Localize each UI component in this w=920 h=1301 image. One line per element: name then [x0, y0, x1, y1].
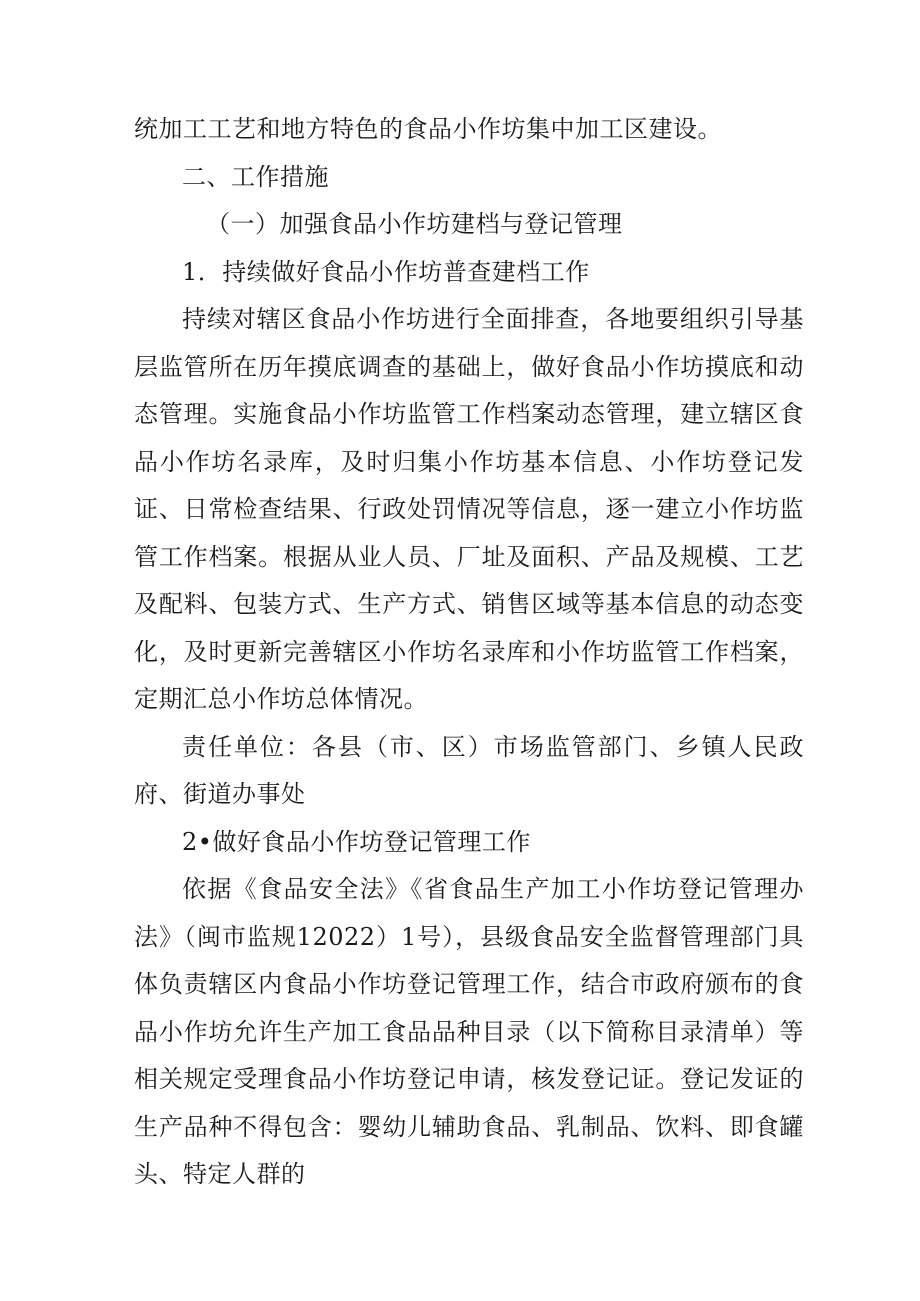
paragraph-continuation: 统加工工艺和地方特色的食品小作坊集中加工区建设。 — [134, 115, 722, 143]
section-heading: 二、工作措施 — [182, 162, 329, 191]
body-paragraph: 依据《食品安全法》《省食品生产加工小作坊登记管理办法》（闽市监规12022）1号），县级食品安全监督管理部门具体负责辖区内食品小作坊登记管理工作，结合市政府颁布的食品小作坊允许生产加工食品品种目录（以下简称目录清单）等相关规定受理食品小作坊登记申请，核发登记证。登记发证的生产品种不得包含：婴幼儿辅助食品、乳制品、饮料、即食罐头、特定人群的 — [134, 875, 804, 1188]
subsection-heading: （一）加强食品小作坊建档与登记管理 — [206, 210, 623, 238]
responsibility-paragraph: 责任单位：各县（市、区）市场监管部门、乡镇人民政府、街道办事处 — [134, 732, 804, 808]
item-heading: 2•做好食品小作坊登记管理工作 — [182, 827, 531, 856]
document-body — [134, 106, 804, 1199]
item-heading: 1．持续做好食品小作坊普查建档工作 — [182, 257, 590, 286]
body-paragraph: 持续对辖区食品小作坊进行全面排查，各地要组织引导基层监管所在历年摸底调查的基础上，做好食品小作坊摸底和动态管理。实施食品小作坊监管工作档案动态管理，建立辖区食品小作坊名录库，及时归集小作坊基本信息、小作坊登记发证、日常检查结果、行政处罚情况等信息，逐一建立小作坊监管工作档案。根据从业人员、厂址及面积、产品及规模、工艺及配料、包装方式、生产方式、销售区域等基本信息的动态变化，及时更新完善辖区小作坊名录库和小作坊监管工作档案，定期汇总小作坊总体情况。 — [134, 305, 804, 713]
